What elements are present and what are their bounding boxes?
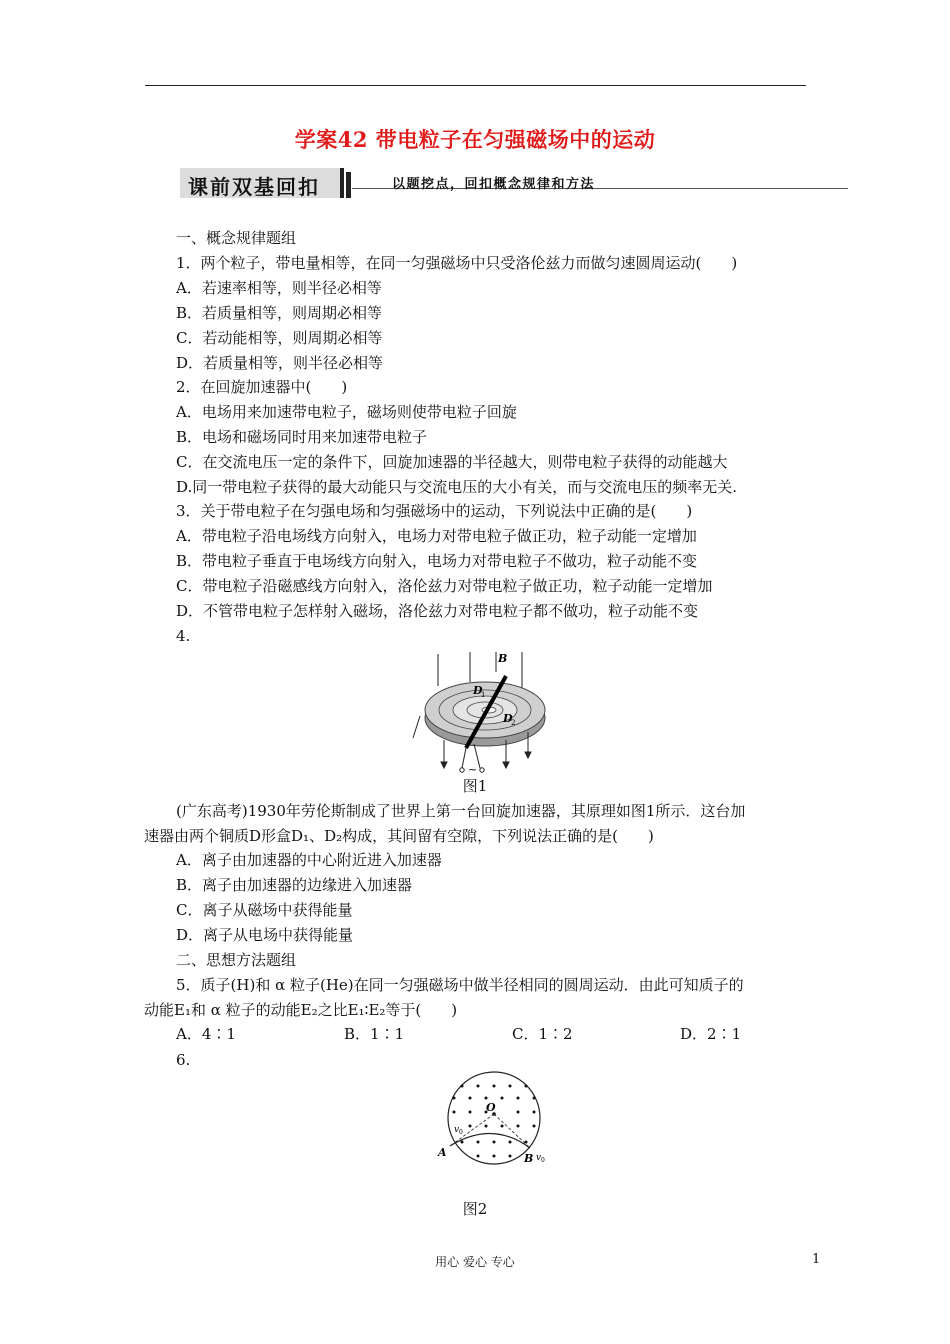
label-d1: D: [473, 684, 483, 697]
label-v0-right-sub: 0: [541, 1157, 545, 1164]
q4-option-b: B．离子由加速器的边缘进入加速器: [176, 876, 413, 894]
banner-tab: [180, 168, 344, 198]
q3-stem: 3．关于带电粒子在匀强电场和匀强磁场中的运动，下列说法中正确的是( ): [176, 502, 693, 520]
q5-stem-line1: 5．质子(H)和 α 粒子(He)在同一匀强磁场中做半径相同的圆周运动．由此可知质子的: [176, 976, 744, 994]
figure-1-caption: 图1: [462, 777, 488, 795]
q1-option-a: A．若速率相等，则半径必相等: [176, 279, 382, 297]
banner-subtitle: 以题挖点，回扣概念规律和方法: [392, 177, 596, 192]
figure-2-caption: 图2: [462, 1200, 488, 1218]
q4-option-c: C．离子从磁场中获得能量: [176, 901, 353, 919]
banner-label: 课前双基回扣: [188, 175, 320, 199]
label-o: O: [486, 1101, 496, 1114]
q4-option-d: D．离子从电场中获得能量: [176, 926, 354, 944]
page-footer: 用心 爱心 专心: [435, 1255, 515, 1269]
label-b: B: [498, 652, 508, 665]
q1-stem: 1．两个粒子，带电量相等，在同一匀强磁场中只受洛伦兹力而做匀速圆周运动( ): [176, 254, 738, 272]
q1-option-c: C．若动能相等，则周期必相等: [176, 329, 383, 347]
header-rule: [145, 85, 806, 86]
q3-option-d: D．不管带电粒子怎样射入磁场，洛伦兹力对带电粒子都不做功，粒子动能不变: [176, 602, 699, 620]
q5-stem-line2: 动能E₁和 α 粒子的动能E₂之比E₁∶E₂等于( ): [144, 1001, 458, 1019]
q2-option-d: D.同一带电粒子获得的最大动能只与交流电压的大小有关，而与交流电压的频率无关.: [176, 478, 738, 496]
q3-option-c: C．带电粒子沿磁感线方向射入，洛伦兹力对带电粒子做正功，粒子动能一定增加: [176, 577, 713, 595]
q5-option-c: C．1∶2: [512, 1025, 573, 1043]
page-number: 1: [812, 1252, 821, 1267]
label-d2-sub: 2: [511, 719, 516, 727]
label-v0-right: v: [536, 1153, 542, 1163]
q6-number: 6.: [176, 1051, 191, 1069]
cyclotron-figure: [410, 648, 560, 778]
page-title: 学案42 带电粒子在匀强磁场中的运动: [294, 127, 656, 152]
q2-stem: 2．在回旋加速器中( ): [176, 378, 348, 396]
q5-option-d: D．2∶1: [680, 1025, 742, 1043]
terminal-right: [480, 768, 484, 772]
q4-option-a: A．离子由加速器的中心附近进入加速器: [176, 851, 442, 869]
q4-stem-line1: (广东高考)1930年劳伦斯制成了世界上第一台回旋加速器，其原理如图1所示．这台加: [176, 802, 746, 820]
field-dots: [453, 1085, 536, 1158]
section-heading-2: 二、思想方法题组: [176, 951, 297, 969]
label-d1-sub: 1: [481, 691, 486, 699]
q5-option-a: A．4∶1: [176, 1025, 236, 1043]
label-b: B: [524, 1152, 534, 1165]
q2-option-c: C．在交流电压一定的条件下，回旋加速器的半径越大，则带电粒子获得的动能越大: [176, 453, 728, 471]
q3-option-b: B．带电粒子垂直于电场线方向射入，电场力对带电粒子不做功，粒子动能不变: [176, 552, 698, 570]
label-v0-left-sub: 0: [459, 1129, 463, 1136]
q1-option-d: D．若质量相等，则半径必相等: [176, 354, 384, 372]
section-banner: [180, 168, 848, 198]
label-a: A: [438, 1146, 447, 1159]
q4-stem-line2: 速器由两个铜质D形盒D₁、D₂构成，其间留有空隙，下列说法正确的是( ): [144, 827, 654, 845]
label-ac: ~: [468, 763, 478, 776]
q4-number: 4.: [176, 627, 191, 645]
q5-options: [176, 1024, 796, 1044]
q3-option-a: A．带电粒子沿电场线方向射入，电场力对带电粒子做正功，粒子动能一定增加: [176, 527, 697, 545]
q2-option-b: B．电场和磁场同时用来加速带电粒子: [176, 428, 428, 446]
banner-divider: [346, 172, 351, 198]
label-v0-left: v: [454, 1125, 460, 1135]
q5-option-b: B．1∶1: [344, 1025, 405, 1043]
section-heading-1: 一、概念规律题组: [176, 229, 297, 247]
magnetic-field-figure: [432, 1070, 552, 1170]
label-d2: D: [503, 712, 513, 725]
terminal-left: [460, 768, 464, 772]
q1-option-b: B．若质量相等，则周期必相等: [176, 304, 383, 322]
q2-option-a: A．电场用来加速带电粒子，磁场则使带电粒子回旋: [176, 403, 517, 421]
